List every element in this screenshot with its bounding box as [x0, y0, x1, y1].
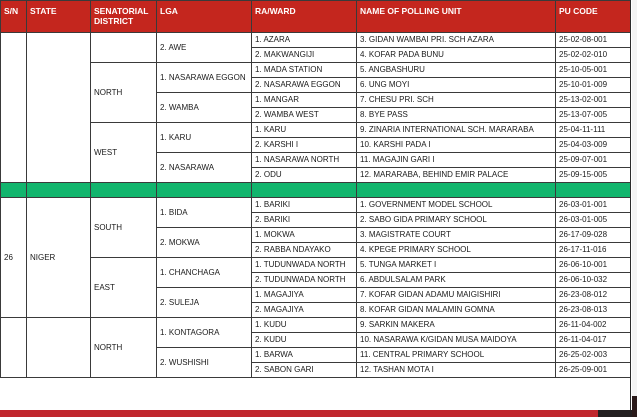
ward-cell: 1. AZARA — [252, 33, 357, 48]
district-cell: WEST — [91, 123, 157, 183]
lga-cell: 1. KONTAGORA — [157, 318, 252, 348]
ward-cell: 2. MAGAJIYA — [252, 303, 357, 318]
polling-unit-cell: 6. UNG MOYI — [357, 78, 556, 93]
table-header-row — [1, 1, 632, 33]
separator-cell — [1, 183, 27, 198]
polling-unit-cell: 8. KOFAR GIDAN MALAMIN GOMNA — [357, 303, 556, 318]
separator-cell — [252, 183, 357, 198]
polling-unit-cell: 4. KPEGE PRIMARY SCHOOL — [357, 243, 556, 258]
bottom-accent-red — [0, 410, 598, 417]
ward-cell: 1. NASARAWA NORTH — [252, 153, 357, 168]
header-sn: S/N — [1, 1, 27, 33]
pu-code-cell: 25-13-02-001 — [556, 93, 632, 108]
pu-code-cell: 26-17-11-016 — [556, 243, 632, 258]
header-ward: RA/WARD — [252, 1, 357, 33]
pu-code-cell: 26-23-08-012 — [556, 288, 632, 303]
table-row — [1, 63, 632, 78]
state-cell-blank — [27, 33, 91, 183]
polling-unit-cell: 11. MAGAJIN GARI I — [357, 153, 556, 168]
lga-cell: 2. MOKWA — [157, 228, 252, 258]
ward-cell: 1. MAGAJIYA — [252, 288, 357, 303]
pu-code-cell: 25-13-07-005 — [556, 108, 632, 123]
polling-unit-cell: 2. SABO GIDA PRIMARY SCHOOL — [357, 213, 556, 228]
ward-cell: 2. TUDUNWADA NORTH — [252, 273, 357, 288]
district-cell: NORTH — [91, 318, 157, 378]
polling-unit-cell: 3. MAGISTRATE COURT — [357, 228, 556, 243]
pu-code-cell: 26-17-09-028 — [556, 228, 632, 243]
right-edge-dark-segment — [632, 396, 637, 417]
polling-unit-cell: 9. ZINARIA INTERNATIONAL SCH. MARARABA — [357, 123, 556, 138]
ward-cell: 1. MANGAR — [252, 93, 357, 108]
district-cell: NORTH — [91, 63, 157, 123]
lga-cell: 2. SULEJA — [157, 288, 252, 318]
ward-cell: 2. BARIKI — [252, 213, 357, 228]
pu-code-cell: 25-02-08-001 — [556, 33, 632, 48]
ward-cell: 1. KUDU — [252, 318, 357, 333]
pu-code-cell: 26-06-10-032 — [556, 273, 632, 288]
pu-code-cell: 26-11-04-002 — [556, 318, 632, 333]
polling-unit-cell: 10. KARSHI PADA I — [357, 138, 556, 153]
state-cell: NIGER — [27, 198, 91, 318]
header-pu-code: PU CODE — [556, 1, 632, 33]
pu-code-cell: 25-09-07-001 — [556, 153, 632, 168]
sn-cell: 26 — [1, 198, 27, 318]
lga-cell: 2. WAMBA — [157, 93, 252, 123]
polling-unit-cell: 3. GIDAN WAMBAI PRI. SCH AZARA — [357, 33, 556, 48]
right-edge-bar — [632, 0, 637, 417]
separator-cell — [157, 183, 252, 198]
lga-cell: 1. CHANCHAGA — [157, 258, 252, 288]
ward-cell: 1. BARIKI — [252, 198, 357, 213]
ward-cell: 1. TUDUNWADA NORTH — [252, 258, 357, 273]
pu-code-cell: 26-03-01-001 — [556, 198, 632, 213]
separator-cell — [91, 183, 157, 198]
district-cell: SOUTH — [91, 198, 157, 258]
pu-code-cell: 25-10-01-009 — [556, 78, 632, 93]
ward-cell: 2. RABBA NDAYAKO — [252, 243, 357, 258]
polling-unit-cell: 7. KOFAR GIDAN ADAMU MAIGISHIRI — [357, 288, 556, 303]
ward-cell: 1. MADA STATION — [252, 63, 357, 78]
sn-cell-blank — [1, 318, 27, 378]
lga-cell: 2. AWE — [157, 33, 252, 63]
ward-cell: 2. ODU — [252, 168, 357, 183]
pu-code-cell: 26-06-10-001 — [556, 258, 632, 273]
lga-cell: 2. WUSHISHI — [157, 348, 252, 378]
separator-cell — [27, 183, 91, 198]
table-row — [1, 258, 632, 273]
bottom-accent-bar — [0, 410, 632, 417]
ward-cell: 1. KARU — [252, 123, 357, 138]
pu-code-cell: 25-10-05-001 — [556, 63, 632, 78]
pu-code-cell: 26-11-04-017 — [556, 333, 632, 348]
polling-unit-cell: 4. KOFAR PADA BUNU — [357, 48, 556, 63]
polling-unit-cell: 5. ANGBASHURU — [357, 63, 556, 78]
ward-cell: 2. KUDU — [252, 333, 357, 348]
separator-cell — [357, 183, 556, 198]
pu-code-cell: 25-02-02-010 — [556, 48, 632, 63]
bottom-accent-dark — [598, 410, 632, 417]
pu-code-cell: 25-04-11-111 — [556, 123, 632, 138]
polling-unit-cell: 12. TASHAN MOTA I — [357, 363, 556, 378]
header-senatorial-district: SENATORIAL DISTRICT — [91, 1, 157, 33]
polling-unit-cell: 11. CENTRAL PRIMARY SCHOOL — [357, 348, 556, 363]
lga-cell: 1. BIDA — [157, 198, 252, 228]
header-polling-unit: NAME OF POLLING UNIT — [357, 1, 556, 33]
lga-cell: 2. NASARAWA — [157, 153, 252, 183]
polling-unit-cell: 10. NASARAWA K/GIDAN MUSA MAIDOYA — [357, 333, 556, 348]
ward-cell: 1. MOKWA — [252, 228, 357, 243]
separator-cell — [556, 183, 632, 198]
table-row — [1, 123, 632, 138]
table-row — [1, 33, 632, 48]
district-cell: EAST — [91, 258, 157, 318]
lga-cell: 1. KARU — [157, 123, 252, 153]
ward-cell: 2. WAMBA WEST — [252, 108, 357, 123]
sn-cell-blank — [1, 33, 27, 183]
pu-code-cell: 25-09-15-005 — [556, 168, 632, 183]
ward-cell: 1. BARWA — [252, 348, 357, 363]
pu-code-cell: 25-04-03-009 — [556, 138, 632, 153]
header-lga: LGA — [157, 1, 252, 33]
district-cell-blank — [91, 33, 157, 63]
polling-unit-cell: 8. BYE PASS — [357, 108, 556, 123]
polling-unit-cell: 9. SARKIN MAKERA — [357, 318, 556, 333]
ward-cell: 2. KARSHI I — [252, 138, 357, 153]
pu-code-cell: 26-03-01-005 — [556, 213, 632, 228]
state-cell-blank — [27, 318, 91, 378]
ward-cell: 2. NASARAWA EGGON — [252, 78, 357, 93]
table-row — [1, 198, 632, 213]
ward-cell: 2. SABON GARI — [252, 363, 357, 378]
pu-code-cell: 26-23-08-013 — [556, 303, 632, 318]
polling-unit-cell: 5. TUNGA MARKET I — [357, 258, 556, 273]
polling-unit-cell: 1. GOVERNMENT MODEL SCHOOL — [357, 198, 556, 213]
table-row — [1, 318, 632, 333]
polling-unit-cell: 12. MARARABA, BEHIND EMIR PALACE — [357, 168, 556, 183]
polling-unit-cell: 7. CHESU PRI. SCH — [357, 93, 556, 108]
ward-cell: 2. MAKWANGIJI — [252, 48, 357, 63]
header-state: STATE — [27, 1, 91, 33]
separator-row — [1, 183, 632, 198]
pu-code-cell: 26-25-02-003 — [556, 348, 632, 363]
pu-code-cell: 26-25-09-001 — [556, 363, 632, 378]
lga-cell: 1. NASARAWA EGGON — [157, 63, 252, 93]
polling-unit-cell: 6. ABDULSALAM PARK — [357, 273, 556, 288]
